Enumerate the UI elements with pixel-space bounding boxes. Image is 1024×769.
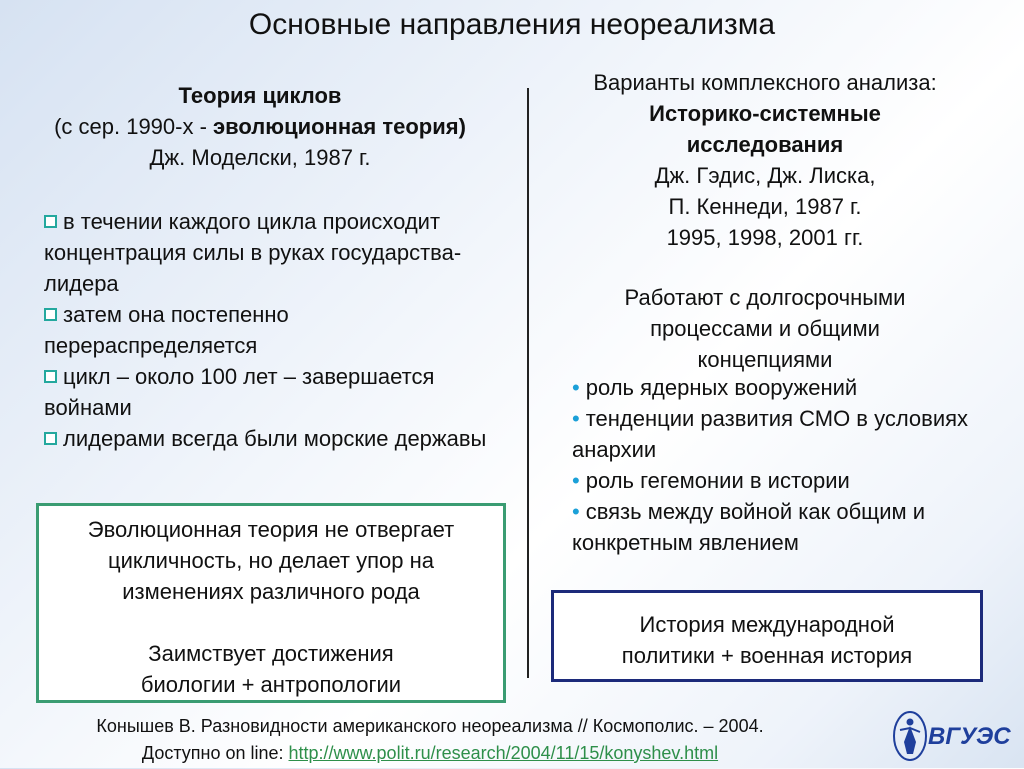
evolution-theory-box bbox=[36, 503, 506, 703]
left-heading-bold: эволюционная теория) bbox=[213, 114, 466, 139]
left-bullet-list bbox=[44, 206, 494, 454]
box-text-line: политики + военная история bbox=[621, 643, 913, 668]
list-item bbox=[44, 206, 494, 299]
list-item-text: тенденции развития СМО в условиях анархии bbox=[572, 406, 969, 462]
left-heading-subtitle bbox=[10, 111, 510, 142]
right-heading-bold: исследования bbox=[686, 132, 844, 157]
history-box bbox=[551, 590, 983, 682]
list-item-text: связь между войной как общим и конкретным явлением bbox=[572, 499, 926, 555]
logo-text: ВГУЭС bbox=[928, 723, 1011, 750]
list-item bbox=[44, 299, 494, 361]
university-logo bbox=[888, 708, 1018, 764]
column-divider bbox=[527, 88, 529, 678]
left-heading-author: Дж. Моделски, 1987 г. bbox=[149, 145, 371, 170]
bullet-dot-icon: • bbox=[572, 468, 580, 493]
checkbox-bullet-icon bbox=[44, 370, 57, 383]
list-item-text: в течении каждого цикла происходит концентрация силы в руках государства-лидера bbox=[44, 209, 462, 296]
citation-text: Конышев В. Разновидности американского неореализма // Космополис. – 2004. bbox=[96, 716, 764, 736]
list-item bbox=[572, 372, 992, 403]
list-item-text: лидерами всегда были морские державы bbox=[63, 426, 487, 451]
left-heading-title: Теория циклов bbox=[178, 83, 342, 108]
right-authors: Дж. Гэдис, Дж. Лиска, bbox=[654, 163, 876, 188]
checkbox-bullet-icon bbox=[44, 308, 57, 321]
box-text-line: Заимствует достижения bbox=[148, 641, 394, 666]
bullet-dot-icon: • bbox=[572, 499, 580, 524]
box-text-line: История международной bbox=[639, 612, 895, 637]
list-item-text: роль гегемонии в истории bbox=[585, 468, 850, 493]
para-line: Работают с долгосрочными bbox=[624, 285, 906, 310]
box-text-line: изменениях различного рода bbox=[122, 579, 420, 604]
right-heading-title: Варианты комплексного анализа: bbox=[593, 70, 937, 95]
left-heading bbox=[10, 80, 510, 173]
para-line: концепциями bbox=[697, 347, 833, 372]
source-link[interactable]: http://www.polit.ru/research/2004/11/15/konyshev.html bbox=[288, 743, 719, 763]
right-years: 1995, 1998, 2001 гг. bbox=[666, 225, 864, 250]
list-item-text: цикл – около 100 лет – завершается войнами bbox=[44, 364, 435, 420]
slide-title: Основные направления неореализма bbox=[248, 8, 776, 41]
list-item bbox=[572, 403, 992, 465]
box-spacer bbox=[39, 607, 503, 638]
checkbox-bullet-icon bbox=[44, 215, 57, 228]
right-heading-bold: Историко-системные bbox=[649, 101, 881, 126]
left-heading-prefix: (с сер. 1990-х - bbox=[54, 114, 214, 139]
footer-citation bbox=[40, 713, 820, 767]
citation-link-line bbox=[40, 740, 820, 767]
bullet-dot-icon: • bbox=[572, 375, 580, 400]
box-text-line: цикличность, но делает упор на bbox=[108, 548, 434, 573]
checkbox-bullet-icon bbox=[44, 432, 57, 445]
list-item bbox=[44, 423, 494, 454]
para-line: процессами и общими bbox=[650, 316, 880, 341]
citation-prefix: Доступно on line: bbox=[141, 743, 289, 763]
list-item bbox=[572, 496, 992, 558]
right-paragraph bbox=[565, 282, 965, 375]
right-authors: П. Кеннеди, 1987 г. bbox=[668, 194, 862, 219]
list-item-text: роль ядерных вооружений bbox=[585, 375, 858, 400]
list-item bbox=[572, 465, 992, 496]
bullet-dot-icon: • bbox=[572, 406, 580, 431]
right-bullet-list bbox=[572, 372, 992, 558]
list-item-text: затем она постепенно перераспределяется bbox=[44, 302, 289, 358]
list-item bbox=[44, 361, 494, 423]
statue-emblem-icon bbox=[888, 708, 1018, 764]
right-heading bbox=[545, 67, 985, 253]
box-text-line: Эволюционная теория не отвергает bbox=[87, 517, 455, 542]
box-text-line: биологии + антропологии bbox=[140, 672, 402, 697]
